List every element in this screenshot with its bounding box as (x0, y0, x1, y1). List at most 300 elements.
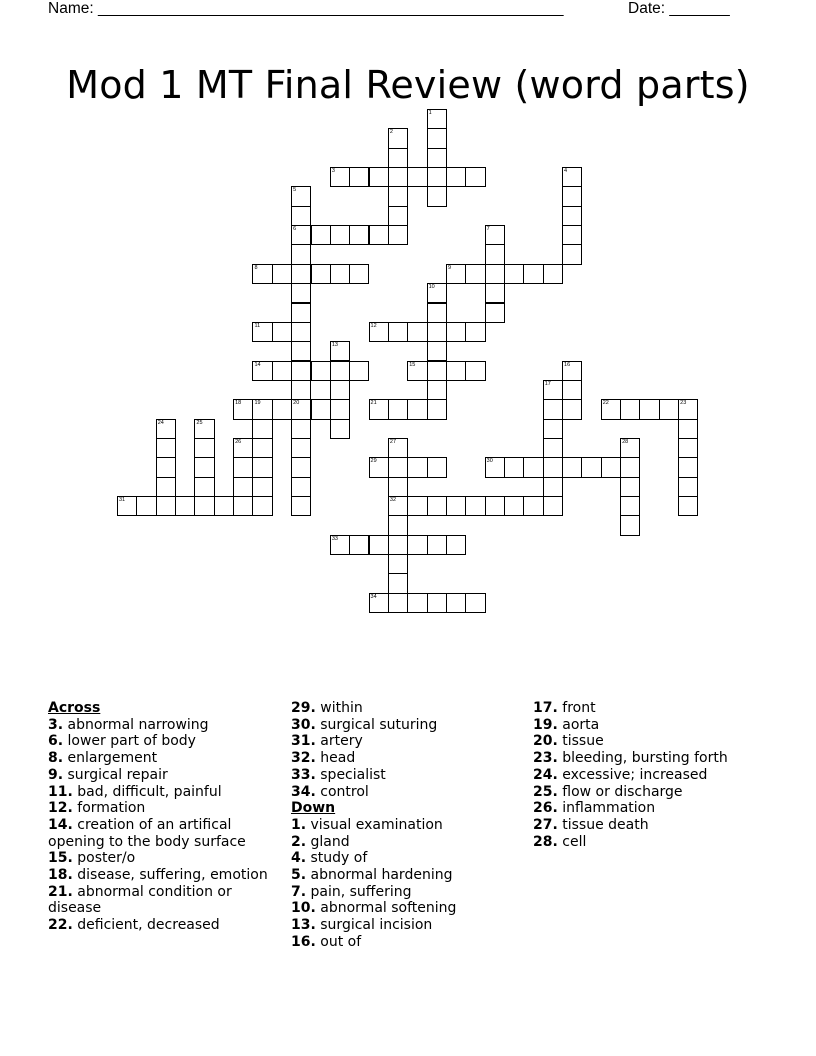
clue-text: gland (306, 833, 350, 850)
clue-text: deficient, decreased (72, 917, 220, 934)
clue-text: study of (306, 850, 368, 867)
clue-number: 32 (389, 497, 397, 503)
grid-cell[interactable] (562, 380, 582, 400)
across-clue (291, 784, 511, 801)
grid-cell[interactable] (156, 457, 176, 477)
grid-cell[interactable] (252, 419, 272, 439)
grid-cell[interactable] (388, 186, 408, 206)
clue-num: 20. (533, 733, 558, 750)
grid-cell[interactable] (446, 535, 466, 555)
grid-cell[interactable] (388, 225, 408, 245)
grid-cell[interactable] (330, 264, 350, 284)
across-clue (48, 850, 268, 867)
grid-cell[interactable] (659, 399, 679, 419)
clue-num: 33. (291, 766, 316, 783)
across-clue (291, 733, 511, 750)
grid-cell[interactable] (407, 167, 427, 187)
clue-num: 12. (48, 800, 73, 817)
clue-text: front (557, 700, 596, 716)
grid-cell[interactable] (562, 244, 582, 264)
grid-cell[interactable] (485, 225, 505, 245)
grid-cell[interactable] (388, 322, 408, 342)
grid-cell[interactable] (427, 399, 447, 419)
grid-cell[interactable] (427, 361, 447, 381)
grid-cell[interactable] (291, 399, 311, 419)
clue-num: 16. (291, 933, 316, 950)
grid-cell[interactable] (543, 438, 563, 458)
down-clue (291, 900, 511, 917)
grid-cell[interactable] (543, 419, 563, 439)
clue-number: 23 (680, 400, 687, 407)
grid-cell[interactable] (543, 264, 563, 284)
clue-text: surgical repair (63, 766, 168, 783)
grid-cell[interactable] (252, 496, 272, 516)
grid-cell[interactable] (252, 457, 272, 477)
clue-number: 29 (370, 458, 377, 465)
grid-cell[interactable] (620, 496, 640, 516)
grid-cell[interactable] (388, 477, 408, 497)
grid-cell[interactable] (369, 225, 389, 245)
clue-num: 25. (533, 783, 558, 800)
grid-cell[interactable] (446, 593, 466, 613)
grid-cell[interactable] (504, 264, 524, 284)
grid-cell[interactable] (291, 457, 311, 477)
page-title: Mod 1 MT Final Review (word parts) (66, 63, 750, 108)
grid-cell[interactable] (156, 438, 176, 458)
grid-cell[interactable] (349, 167, 369, 187)
grid-cell[interactable] (485, 457, 505, 477)
grid-cell[interactable] (311, 361, 331, 381)
clue-number: 16 (564, 361, 571, 368)
grid-cell[interactable] (330, 399, 350, 419)
grid-cell[interactable] (465, 167, 485, 187)
grid-cell[interactable] (465, 361, 485, 381)
down-clue (533, 717, 763, 734)
date-field: Date: _______ (628, 0, 730, 17)
clue-number: 14 (254, 361, 261, 368)
grid-cell[interactable] (562, 167, 582, 187)
clue-number: 2 (389, 129, 393, 136)
grid-cell[interactable] (194, 477, 214, 497)
grid-cell[interactable] (427, 303, 447, 323)
grid-cell[interactable] (214, 496, 234, 516)
grid-cell[interactable] (678, 399, 698, 419)
grid-cell[interactable] (465, 322, 485, 342)
clue-number: 22 (602, 400, 609, 407)
grid-cell[interactable] (446, 264, 466, 284)
grid-cell[interactable] (620, 477, 640, 497)
grid-cell[interactable] (678, 438, 698, 458)
grid-cell[interactable] (388, 593, 408, 613)
clue-num: 13. (291, 917, 316, 934)
grid-cell[interactable] (291, 477, 311, 497)
name-field: Name: ______________________________________________________ (48, 0, 564, 17)
clue-number: 26 (235, 438, 242, 445)
clue-num: 6. (48, 733, 64, 750)
grid-cell[interactable] (465, 496, 485, 516)
clue-text: bleeding, bursting forth (557, 750, 728, 767)
grid-cell[interactable] (388, 457, 408, 477)
across-clue (48, 717, 268, 734)
grid-cell[interactable] (194, 457, 214, 477)
grid-cell[interactable] (252, 477, 272, 497)
grid-cell[interactable] (272, 399, 292, 419)
grid-cell[interactable] (407, 457, 427, 477)
grid-cell[interactable] (291, 419, 311, 439)
grid-cell[interactable] (562, 186, 582, 206)
grid-cell[interactable] (194, 496, 214, 516)
grid-cell[interactable] (465, 593, 485, 613)
clue-num: 1. (291, 816, 307, 833)
clue-number: 24 (157, 419, 164, 426)
grid-cell[interactable] (252, 264, 272, 284)
grid-cell[interactable] (369, 593, 389, 613)
clue-num: 7. (291, 883, 307, 900)
grid-cell[interactable] (543, 380, 563, 400)
grid-cell[interactable] (311, 399, 331, 419)
grid-cell[interactable] (407, 535, 427, 555)
clue-text: disease, suffering, emotion (72, 867, 268, 884)
clue-text: formation (72, 800, 146, 817)
grid-cell[interactable] (543, 496, 563, 516)
grid-cell[interactable] (678, 419, 698, 439)
grid-cell[interactable] (388, 496, 408, 516)
grid-cell[interactable] (388, 438, 408, 458)
grid-cell[interactable] (388, 554, 408, 574)
grid-cell[interactable] (369, 322, 389, 342)
clue-num: 32. (291, 750, 316, 767)
across-clue (48, 884, 268, 917)
grid-cell[interactable] (523, 496, 543, 516)
grid-cell[interactable] (485, 303, 505, 323)
clue-num: 9. (48, 766, 64, 783)
grid-cell[interactable] (504, 496, 524, 516)
across-clue (48, 917, 268, 934)
grid-cell[interactable] (427, 457, 447, 477)
grid-cell[interactable] (678, 477, 698, 497)
grid-cell[interactable] (446, 496, 466, 516)
clue-number: 30 (486, 458, 493, 465)
grid-cell[interactable] (252, 438, 272, 458)
grid-cell[interactable] (601, 457, 621, 477)
grid-cell[interactable] (272, 361, 292, 381)
grid-cell[interactable] (427, 148, 447, 168)
clue-number: 18 (235, 400, 242, 407)
clue-num: 18. (48, 867, 73, 884)
grid-cell[interactable] (504, 457, 524, 477)
grid-cell[interactable] (562, 225, 582, 245)
clue-text: surgical incision (315, 917, 433, 934)
clue-num: 23. (533, 750, 558, 767)
clue-num: 17. (533, 700, 558, 716)
clue-num: 14. (48, 816, 73, 833)
clue-text: abnormal softening (315, 900, 457, 917)
grid-cell[interactable] (485, 244, 505, 264)
clue-number: 21 (370, 400, 377, 407)
grid-cell[interactable] (330, 341, 350, 361)
grid-cell[interactable] (233, 438, 253, 458)
down-clue (291, 834, 511, 851)
grid-cell[interactable] (330, 535, 350, 555)
clue-text: enlargement (63, 750, 158, 767)
grid-cell[interactable] (427, 593, 447, 613)
across-clue (48, 767, 268, 784)
across-clue (48, 733, 268, 750)
grid-cell[interactable] (427, 380, 447, 400)
grid-cell[interactable] (252, 399, 272, 419)
clue-num: 15. (48, 850, 73, 867)
grid-cell[interactable] (427, 109, 447, 129)
grid-cell[interactable] (620, 515, 640, 535)
grid-cell[interactable] (291, 186, 311, 206)
grid-cell[interactable] (349, 264, 369, 284)
clue-num: 29. (291, 700, 316, 716)
grid-cell[interactable] (639, 399, 659, 419)
grid-cell[interactable] (156, 496, 176, 516)
grid-cell[interactable] (291, 361, 311, 381)
clue-text: tissue (557, 733, 604, 750)
grid-cell[interactable] (427, 322, 447, 342)
grid-cell[interactable] (156, 419, 176, 439)
grid-cell[interactable] (233, 399, 253, 419)
across-clue (48, 800, 268, 817)
clue-text: out of (315, 933, 362, 950)
grid-cell[interactable] (291, 244, 311, 264)
clue-text: visual examination (306, 816, 443, 833)
grid-cell[interactable] (330, 380, 350, 400)
grid-cell[interactable] (388, 148, 408, 168)
grid-cell[interactable] (369, 399, 389, 419)
grid-cell[interactable] (311, 225, 331, 245)
grid-cell[interactable] (446, 361, 466, 381)
clue-num: 24. (533, 766, 558, 783)
clue-num: 8. (48, 750, 64, 767)
grid-cell[interactable] (291, 206, 311, 226)
clue-number: 28 (622, 438, 629, 445)
grid-cell[interactable] (272, 264, 292, 284)
down-clue (291, 867, 511, 884)
grid-cell[interactable] (311, 264, 331, 284)
clue-number: 6 (293, 226, 297, 233)
grid-cell[interactable] (136, 496, 156, 516)
grid-cell[interactable] (485, 264, 505, 284)
grid-cell[interactable] (156, 477, 176, 497)
grid-cell[interactable] (562, 206, 582, 226)
across-clue (291, 700, 511, 717)
grid-cell[interactable] (407, 361, 427, 381)
grid-cell[interactable] (581, 457, 601, 477)
clue-num: 31. (291, 733, 316, 750)
grid-cell[interactable] (485, 496, 505, 516)
grid-cell[interactable] (427, 496, 447, 516)
clue-number: 17 (544, 380, 551, 387)
grid-cell[interactable] (330, 419, 350, 439)
grid-cell[interactable] (427, 283, 447, 303)
clue-num: 11. (48, 783, 73, 800)
across-clue (48, 784, 268, 801)
grid-cell[interactable] (407, 593, 427, 613)
grid-cell[interactable] (601, 399, 621, 419)
clue-text: lower part of body (63, 733, 196, 750)
clue-num: 27. (533, 816, 558, 833)
clue-text: within (315, 700, 363, 716)
grid-cell[interactable] (330, 167, 350, 187)
clue-text: excessive; increased (557, 766, 708, 783)
across-clue (291, 750, 511, 767)
grid-cell[interactable] (369, 535, 389, 555)
grid-cell[interactable] (446, 167, 466, 187)
grid-cell[interactable] (427, 167, 447, 187)
grid-cell[interactable] (407, 322, 427, 342)
clue-num: 28. (533, 833, 558, 850)
down-clue (291, 934, 511, 951)
clue-text: abnormal hardening (306, 867, 453, 884)
grid-cell[interactable] (562, 457, 582, 477)
grid-cell[interactable] (562, 361, 582, 381)
clue-number: 20 (293, 400, 300, 407)
grid-cell[interactable] (291, 322, 311, 342)
across-clue (291, 767, 511, 784)
clue-column-1 (48, 700, 268, 934)
across-clue (48, 750, 268, 767)
grid-cell[interactable] (194, 438, 214, 458)
clue-text: poster/o (72, 850, 136, 867)
clue-text: abnormal condition or disease (48, 883, 232, 917)
clue-num: 34. (291, 783, 316, 800)
grid-cell[interactable] (620, 457, 640, 477)
grid-cell[interactable] (388, 573, 408, 593)
grid-cell[interactable] (291, 341, 311, 361)
grid-cell[interactable] (465, 264, 485, 284)
clue-number: 34 (370, 593, 377, 600)
clue-number: 31 (119, 497, 126, 503)
clue-num: 26. (533, 800, 558, 817)
grid-cell[interactable] (388, 167, 408, 187)
grid-cell[interactable] (562, 399, 582, 419)
grid-cell[interactable] (233, 457, 253, 477)
grid-cell[interactable] (485, 283, 505, 303)
clue-text: artery (315, 733, 363, 750)
across-heading: Across (48, 700, 101, 716)
clue-text: head (315, 750, 356, 767)
grid-cell[interactable] (349, 225, 369, 245)
grid-cell[interactable] (233, 496, 253, 516)
clue-text: cell (557, 833, 587, 850)
grid-cell[interactable] (291, 264, 311, 284)
grid-cell[interactable] (523, 264, 543, 284)
grid-cell[interactable] (543, 457, 563, 477)
grid-cell[interactable] (620, 438, 640, 458)
grid-cell[interactable] (272, 322, 292, 342)
grid-cell[interactable] (388, 206, 408, 226)
grid-cell[interactable] (252, 361, 272, 381)
clue-text: control (315, 783, 369, 800)
grid-cell[interactable] (427, 128, 447, 148)
grid-cell[interactable] (678, 496, 698, 516)
down-clue (533, 767, 763, 784)
grid-cell[interactable] (291, 438, 311, 458)
clue-number: 25 (196, 419, 203, 426)
grid-cell[interactable] (349, 361, 369, 381)
grid-cell[interactable] (252, 322, 272, 342)
clue-column-2 (291, 700, 511, 951)
grid-cell[interactable] (446, 322, 466, 342)
grid-cell[interactable] (330, 225, 350, 245)
grid-cell[interactable] (678, 457, 698, 477)
grid-cell[interactable] (427, 186, 447, 206)
down-clue (533, 750, 763, 767)
down-clue (291, 884, 511, 901)
grid-cell[interactable] (388, 515, 408, 535)
clue-text: specialist (315, 766, 386, 783)
grid-cell[interactable] (291, 303, 311, 323)
clue-number: 13 (331, 342, 338, 349)
clue-num: 4. (291, 850, 307, 867)
grid-cell[interactable] (291, 225, 311, 245)
clue-text: pain, suffering (306, 883, 412, 900)
clue-number: 5 (293, 187, 297, 194)
grid-cell[interactable] (543, 477, 563, 497)
grid-cell[interactable] (620, 399, 640, 419)
clue-number: 9 (447, 264, 451, 271)
grid-cell[interactable] (349, 535, 369, 555)
grid-cell[interactable] (369, 457, 389, 477)
clue-number: 19 (254, 400, 261, 407)
grid-cell[interactable] (369, 167, 389, 187)
grid-cell[interactable] (427, 341, 447, 361)
grid-cell[interactable] (117, 496, 137, 516)
grid-cell[interactable] (388, 535, 408, 555)
clue-number: 8 (254, 264, 258, 271)
clue-num: 19. (533, 716, 558, 733)
clue-num: 10. (291, 900, 316, 917)
grid-cell[interactable] (291, 283, 311, 303)
clue-text: flow or discharge (557, 783, 683, 800)
clue-num: 3. (48, 716, 64, 733)
down-clue (291, 917, 511, 934)
grid-cell[interactable] (233, 477, 253, 497)
grid-cell[interactable] (427, 535, 447, 555)
clue-text: surgical suturing (315, 716, 438, 733)
across-clue (48, 867, 268, 884)
across-clue (291, 717, 511, 734)
clue-num: 5. (291, 867, 307, 884)
clue-num: 21. (48, 883, 73, 900)
clue-number: 27 (389, 438, 397, 445)
grid-cell[interactable] (523, 457, 543, 477)
down-clue (533, 834, 763, 851)
clue-number: 12 (370, 322, 377, 329)
clue-num: 30. (291, 716, 316, 733)
down-clue (533, 733, 763, 750)
down-clue (291, 850, 511, 867)
down-clue (291, 817, 511, 834)
grid-cell[interactable] (330, 361, 350, 381)
grid-cell[interactable] (543, 399, 563, 419)
down-clue (533, 700, 763, 717)
grid-cell[interactable] (291, 496, 311, 516)
grid-cell[interactable] (291, 380, 311, 400)
grid-cell[interactable] (388, 399, 408, 419)
grid-cell[interactable] (175, 496, 195, 516)
clue-number: 1 (428, 110, 432, 116)
across-clue (48, 817, 268, 850)
clue-number: 7 (486, 226, 490, 233)
grid-cell[interactable] (407, 496, 427, 516)
grid-cell[interactable] (388, 128, 408, 148)
grid-cell[interactable] (407, 399, 427, 419)
grid-cell[interactable] (194, 419, 214, 439)
